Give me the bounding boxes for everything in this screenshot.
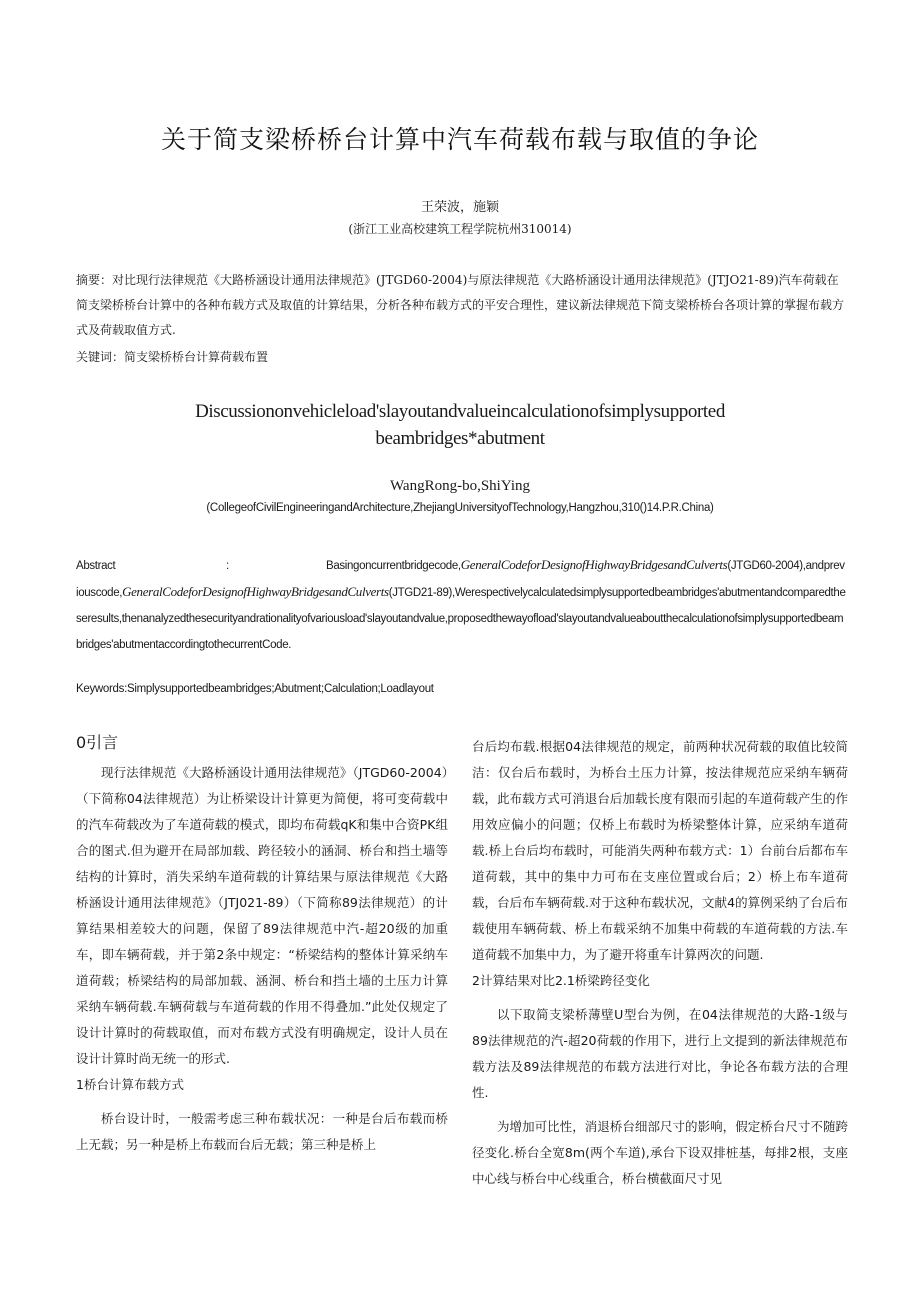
affiliation-cn: (浙江工业高校建筑工程学院杭州310014)	[348, 222, 572, 236]
section-heading-abutment: 1桥台计算布载方式	[76, 1077, 184, 1092]
affiliation-en: (CollegeofCivilEngineeringandArchitecture,ZhejiangUniversityofTechnology,Hangzhou,310()14.P.R.China)	[206, 502, 714, 514]
english-title-line1: Discussiononvehicleload'slayoutandvalueincalculationofsimplysupported	[195, 401, 725, 422]
code-name-2: GeneralCodeforDesignofHighwayBridgesandCulverts	[122, 584, 389, 599]
section-heading-intro: 0引言	[76, 733, 119, 752]
left-column	[76, 728, 448, 1158]
paper-title: 关于简支梁桥桥台计算中汽车荷载布载与取值的争论	[160, 125, 759, 154]
abstract-colon: :	[226, 560, 229, 572]
english-title-line2: beambridges*abutment	[375, 428, 545, 449]
right-column	[472, 734, 848, 1192]
loading-paragraph: 台后均布载.根据04法律规范的规定，前两种状况荷载的取值比较简洁：仅台后布载时，为桥台土压力计算，按法律规范应采纳车辆荷载，此布载方式可消退台后加载长度有限而引起的车道荷载产生的作用效应偏小的问题；仅桥上布载时为桥梁整体计算，应采纳车道荷载.桥上台后均布载时，可能消失两种布载方式：1）台前台后都布车道荷载，其中的集中力可布在支座位置或台后；2）桥上布车道荷载，台后布车辆荷载.对于这种布载状况，文献4的算例采纳了台后布载使用车辆荷载、桥上布载采纳不加集中荷载的车道荷载的方法.车道荷载不加集中力，为了避开将重车计算两次的问题.	[472, 739, 848, 962]
comparison-paragraph: 以下取简支梁桥薄壁U型台为例，在04法律规范的大路-1级与89法律规范的汽-超20荷载的作用下，进行上文提到的新法律规范布载方法及89法律规范的布载方法进行对比，争论各布载方法的合理性.	[472, 1007, 848, 1100]
abstract-text-1: Basingoncurrentbridgecode,	[326, 560, 461, 572]
abstract-text-2: (JTGD60-2004),andpreviouscode,	[76, 560, 845, 599]
abutment-paragraph: 桥台设计时，一般需考虑三种布载状况：一种是台后布载而桥上无载；另一种是桥上布载而台后无载；第三种是桥上	[76, 1111, 448, 1152]
intro-paragraph: 现行法律规范《大路桥涵设计通用法律规范》（JTGD60-2004）（下简称04法律规范）为让桥梁设计计算更为简便，将可变荷载中的汽车荷载改为了车道荷载的模式，即均布荷载qK和集中合资PK组合的图式.但为避开在局部加载、跨径较小的涵洞、桥台和挡土墙等结构的计算时，消失采纳车道荷载的计算结果与原法律规范《大路桥涵设计通用法律规范》（JTJ021-89）（下简称89法律规范）的计算结果相差较大的问题，保留了89法律规范中汽-超20级的加重车，即车辆荷载，并于第2条中规定：“桥梁结构的整体计算采纳车道荷载；桥梁结构的局部加载、涵洞、桥台和挡土墙的土压力计算采纳车辆荷载.车辆荷载与车道荷载的作用不得叠加.”此处仅规定了设计计算时的荷载取值，而对布载方式没有明确规定，设计人员在设计计算时尚无统一的形式.	[76, 765, 448, 1066]
authors-cn: 王荣波，施颖	[420, 200, 499, 215]
abstract-text-3: (JTGD21-89),Werespectivelycalculatedsimplysupportedbeambridges'abutmentandcomparedtheseresults,thenanalyzedthesecurityandrationalityofvariousload'slayoutandvalue,proposedthewayofload'slayoutandvalueaboutthecalculationofsimplysupportedbeambridges'abutmentaccordingtothecurrentCode.	[76, 587, 846, 651]
section-heading-results: 2计算结果对比2.1桥梁跨径变化	[472, 973, 650, 988]
abstract-label: Abstract	[76, 560, 116, 572]
abstract-en	[76, 552, 846, 658]
code-name-1: GeneralCodeforDesignofHighwayBridgesandCulverts	[460, 557, 728, 572]
assumption-paragraph: 为增加可比性，消退桥台细部尺寸的影响，假定桥台尺寸不随跨径变化.桥台全宽8m(两个车道),承台下设双排桩基，每排2根，支座中心线与桥台中心线重合，桥台横截面尺寸见	[472, 1119, 848, 1186]
keywords-en: Keywords:Simplysupportedbeambridges;Abutment;Calculation;Loadlayout	[76, 683, 434, 695]
english-title	[120, 398, 800, 452]
abstract-cn: 摘要：对比现行法律规范《大路桥涵设计通用法律规范》(JTGD60-2004)与原法律规范《大路桥涵设计通用法律规范》(JTJO21-89)汽车荷载在简支梁桥桥台计算中的各种布载方式及取值的计算结果，分析各种布载方式的平安合理性，建议新法律规范下简支梁桥桥台各项计算的掌握布载方式及荷载取值方式.	[76, 273, 845, 337]
authors-en: WangRong-bo,ShiYing	[389, 478, 531, 494]
keywords-cn: 关键词：简支梁桥桥台计算荷载布置	[76, 350, 269, 364]
